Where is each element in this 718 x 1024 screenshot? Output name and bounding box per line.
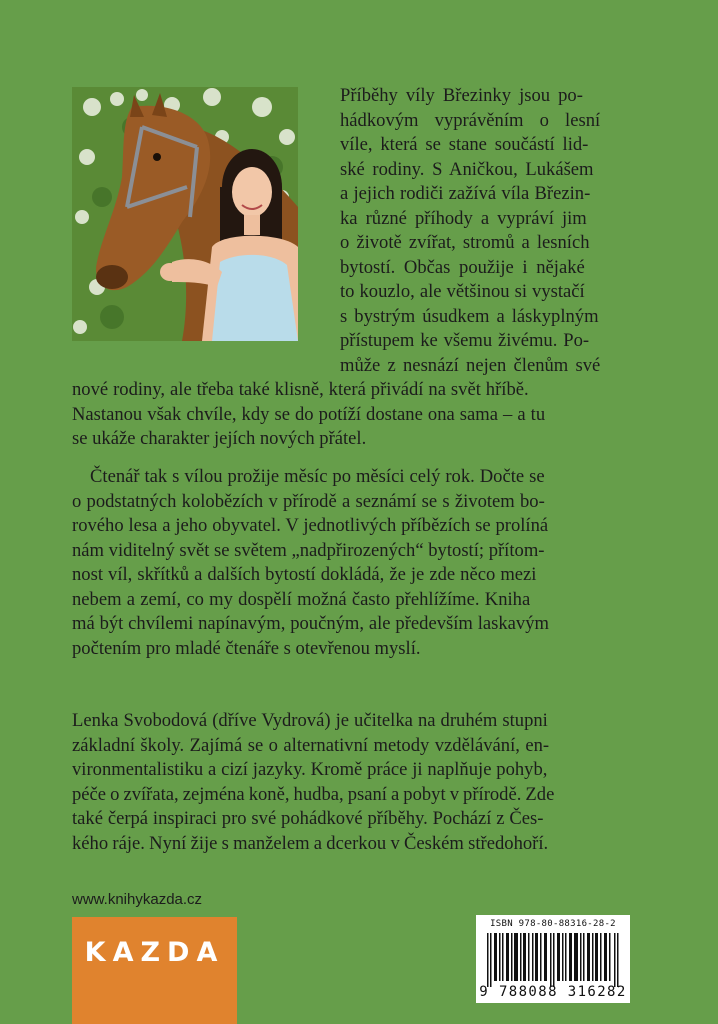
description-line: Příběhy víly Březinky jsou po- [340,85,583,106]
description-line: Čtenář tak s vílou prožije měsíc po měsíci celý rok. Dočte se [90,466,545,487]
author-bio-line: základní školy. Zajímá se o alternativní metody vzdělávání, en- [72,734,550,756]
author-bio-line: vironmentalistiku a cizí jazyky. Kromě práce ji naplňuje pohyb, [72,759,548,780]
publisher-website[interactable]: www.knihykazda.cz [72,891,203,908]
description-line: může z nesnází nejen členům své [340,354,601,376]
author-bio-line: také čerpá inspiraci pro své pohádkové příběhy. Pochází z Čes- [72,808,544,829]
description-line: ka různé příhody a vypráví jim [340,207,587,229]
description-line: nové rodiny, ale třeba také klisně, která přivádí na svět hříbě. [72,379,529,400]
description-line: Nastanou však chvíle, kdy se do potíží dostane ona sama – a tu [72,403,546,425]
publisher-name: KAZDA [84,937,225,968]
description-line: má být chvílemi napínavým, poučným, ale především laskavým [72,613,549,634]
description-line: se ukáže charakter jejích nových přátel. [72,428,367,449]
description-line: hádkovým vyprávěním o lesní [340,109,601,131]
author-photo [72,87,298,341]
description-line: bytostí. Občas použije i nějaké [340,256,585,278]
description-line: a jejich rodiči zažívá víla Březin- [340,183,591,204]
description-line: rového lesa a jeho obyvatel. V jednotlivých příbězích se prolíná [72,515,549,536]
publisher-logo [72,917,237,1024]
description-line: to kouzlo, ale většinou si vystačí [340,281,585,302]
description-line: ské rodiny. S Aničkou, Lukášem [340,158,594,180]
description-line: víle, která se stane součástí lid- [340,134,589,155]
description-line: nebem a zemí, co my dospělí možná často přehlížíme. Kniha [72,588,531,610]
description-line: s bystrým úsudkem a láskyplným [340,305,599,327]
description-line: přístupem ke všemu živému. Po- [340,330,590,351]
description-line: nám viditelný svět se světem „nadpřirozených“ bytostí; přítom- [72,539,545,561]
description-line: nost víl, skřítků a dalších bytostí dokládá, že je zde něco mezi [72,564,537,585]
author-bio-line: kého ráje. Nyní žije s manželem a dcerkou v Českém středohoří. [72,832,549,854]
author-with-horse-photo-icon [72,87,298,341]
description-line: o podstatných kolobězích v přírodě a seznámí se s životem bo- [72,490,545,512]
author-bio-line: péče o zvířata, zejména koně, hudba, psaní a pobyt v přírodě. Zde [72,783,555,805]
barcode-icon [487,933,619,987]
isbn-number: ISBN 978-80-88316-28-2 [490,919,616,929]
author-bio-line: Lenka Svobodová (dříve Vydrová) je učitelka na druhém stupni [72,710,548,731]
description-line: o životě zvířat, stromů a lesních [340,232,590,253]
ean-number: 9 788088 316282 [479,984,627,1000]
description-line: počtením pro mladé čtenáře s otevřenou myslí. [72,637,421,659]
isbn-barcode [476,915,630,1003]
